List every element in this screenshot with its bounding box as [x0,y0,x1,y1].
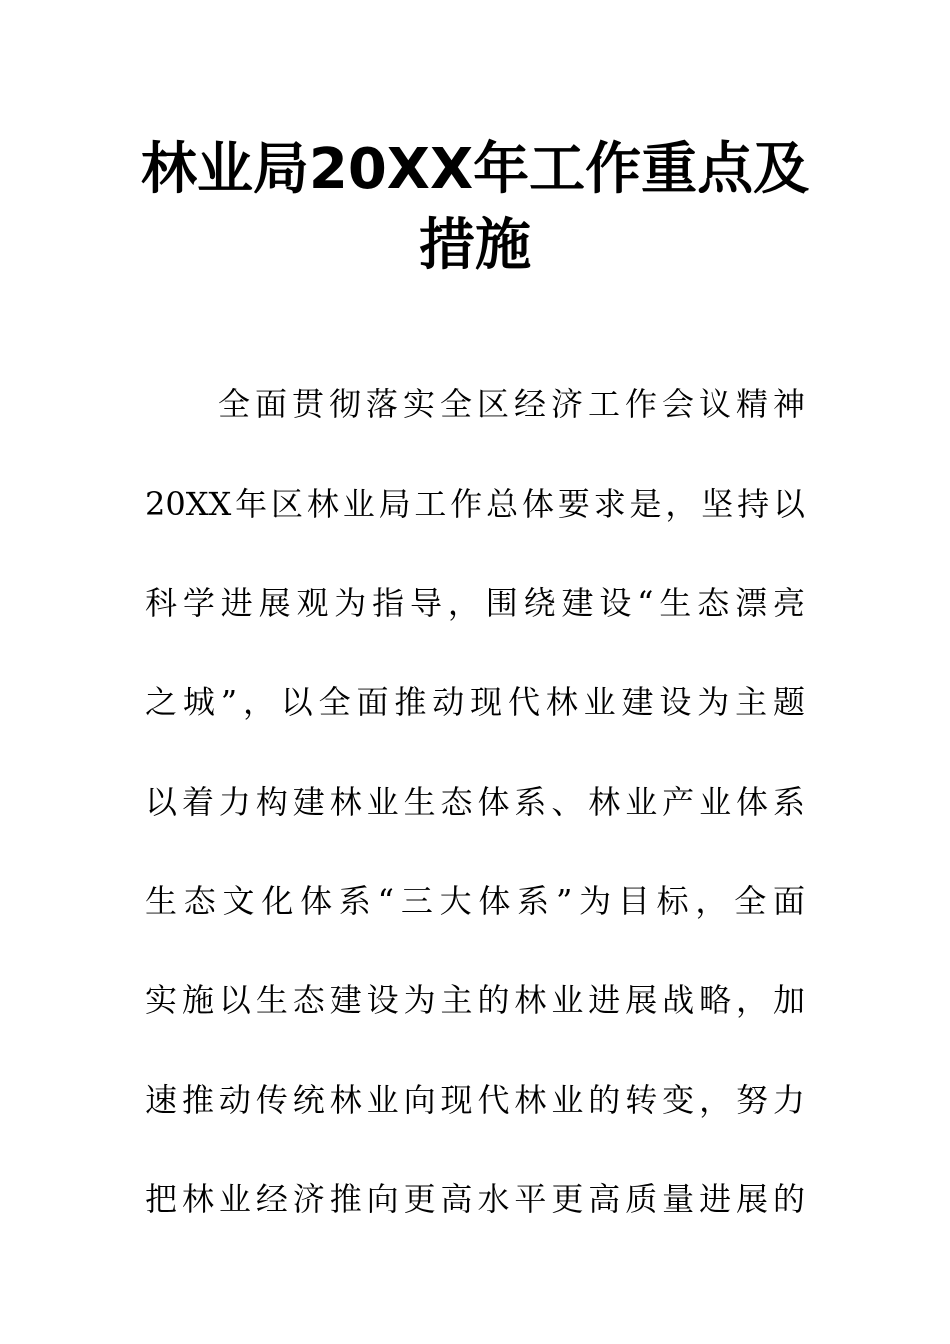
body-line-9: 把林业经济推向更高水平更高质量进展的 [145,1180,805,1218]
body-line-2: 20XX年区林业局工作总体要求是，坚持以 [145,485,805,523]
body-line-5: 以着力构建林业生态体系、林业产业体系 [145,783,805,821]
body-line-3: 科学进展观为指导，围绕建设“生态漂亮 [145,584,805,622]
body-line-4: 之城”，以全面推动现代林业建设为主题 [145,683,805,721]
body-line-7: 实施以生态建设为主的林业进展战略，加 [145,981,805,1019]
document-title-line-2: 措施 [419,213,531,278]
document-title-line-1: 林业局20XX年工作重点及 [140,137,810,202]
body-line-1: 全面贯彻落实全区经济工作会议精神 [218,385,805,423]
body-line-8: 速推动传统林业向现代林业的转变，努力 [145,1081,805,1119]
body-line-6: 生态文化体系“三大体系”为目标，全面 [145,882,805,920]
